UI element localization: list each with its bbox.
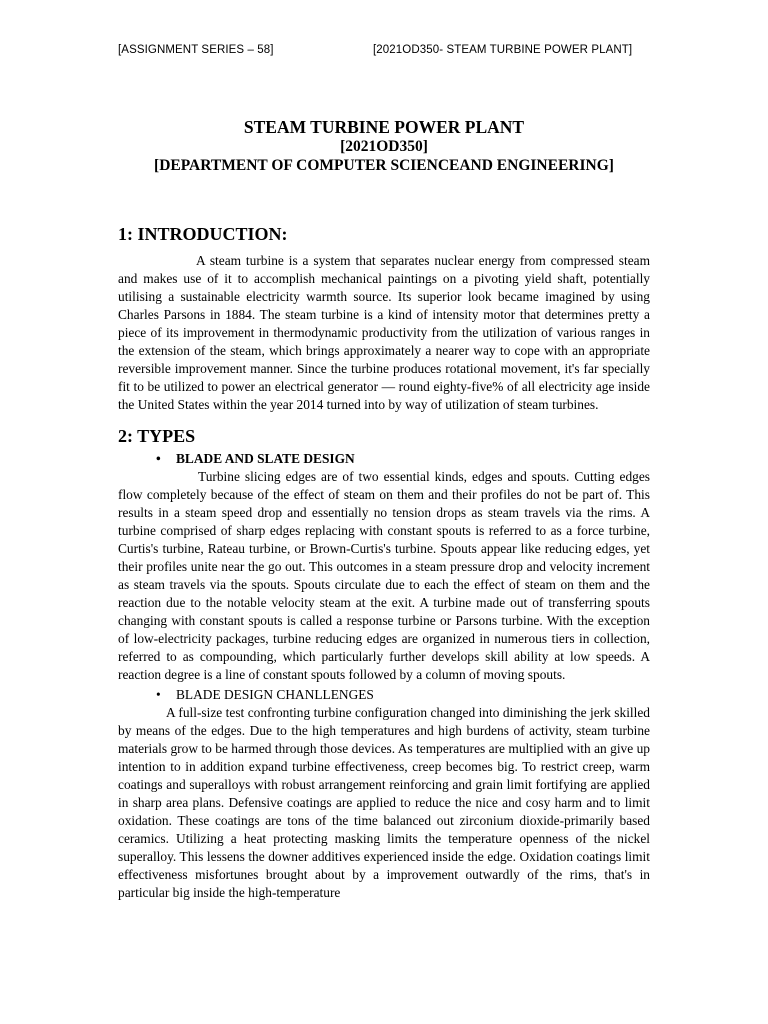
section-heading-introduction: 1: INTRODUCTION: (118, 224, 288, 244)
title-block (118, 117, 650, 175)
bullet-icon: • (156, 687, 161, 702)
document-code: [2021OD350] (340, 138, 428, 155)
blade-challenges-paragraph: A full-size test confronting turbine configuration changed into diminishing the jerk skilled by means of the edges. Due to the high temperatures and high burdens of activity, steam turbine materials grow to be harmed through those devices. As temperatures are multiplied with an give up intention to in addition expand turbine effectiveness, creep becomes big. To restrict creep, warm coatings and superalloys with robust arrangement reinforcing and grain limit fortifying are applied in sharp area plans. Defensive coatings are applied to reduce the nice and cosy harm and to limit oxidation. These coatings are tons of the time balanced out zirconium dioxide-primarily based ceramics. Utilizing a heat protecting masking limits the temperature openness of the nickel superalloy. This lessens the downer additives experienced inside the edge. Oxidation coatings limit effectiveness misfortunes brought about by a improvement outwardly of the rims, that's in particular big inside the high-temperature (118, 705, 650, 900)
bullet-label: BLADE DESIGN CHANLLENGES (176, 687, 374, 702)
document-title: STEAM TURBINE POWER PLANT (243, 117, 525, 137)
bullet-blade-design-challenges (118, 686, 650, 704)
blade-design-paragraph: Turbine slicing edges are of two essential kinds, edges and spouts. Cutting edges flow completely because of the effect of steam on them and their profiles do not be part of. This results in a steam speed drop and essentially no tension drops as steam travels via the rims. A turbine comprised of sharp edges replacing with constant spouts is referred to as a force turbine, Curtis's turbine, Rateau turbine, or Brown-Curtis's turbine. Spouts appear like reducing edges, yet their profiles unite near the go out. This outcomes in a steam pressure drop and velocity increment as steam travels via the spouts. Spouts circulate due to each the effect of steam on them and the reaction due to the notable velocity steam at the exit. A turbine made out of transferring spouts changing with constant spouts is called a response turbine or Parsons turbine. With the exception of low-electricity packages, turbine reducing edges are organized in numerous tiers in collection, referred to as compounding, which particularly further develops skill ability at low speeds. A reaction degree is a line of constant spouts followed by a column of moving spouts. (118, 469, 650, 682)
header-assignment-series: [ASSIGNMENT SERIES – 58] (118, 44, 274, 56)
introduction-paragraph: A steam turbine is a system that separates nuclear energy from compressed steam and makes use of it to accomplish mechanical paintings on a pivoting yield shaft, potentially utilising a sustainable electricity warmth source. Its superior look became imagined by using Charles Parsons in 1884. The steam turbine is a kind of intensity motor that determines pretty a piece of its improvement in thermodynamic productivity from the utilization of various ranges in the extension of the steam, which brings approximately a nearer way to cope with an appropriate reversible improvement manner. Since the turbine produces rotational movement, it's far specially fit to be utilized to power an electrical generator — round eighty-five% of all electricity age inside the United States within the year 2014 turned into by way of utilization of steam turbines. (118, 253, 650, 412)
header-document-code: [2021OD350- STEAM TURBINE POWER PLANT] (373, 44, 633, 56)
department-name: [DEPARTMENT OF COMPUTER SCIENCEAND ENGINEERING] (154, 157, 614, 174)
bullet-icon: • (156, 451, 161, 466)
document-body (118, 222, 650, 902)
bullet-blade-and-slate-design (118, 450, 650, 468)
bullet-label: BLADE AND SLATE DESIGN (176, 451, 355, 466)
section-heading-types: 2: TYPES (118, 426, 196, 446)
